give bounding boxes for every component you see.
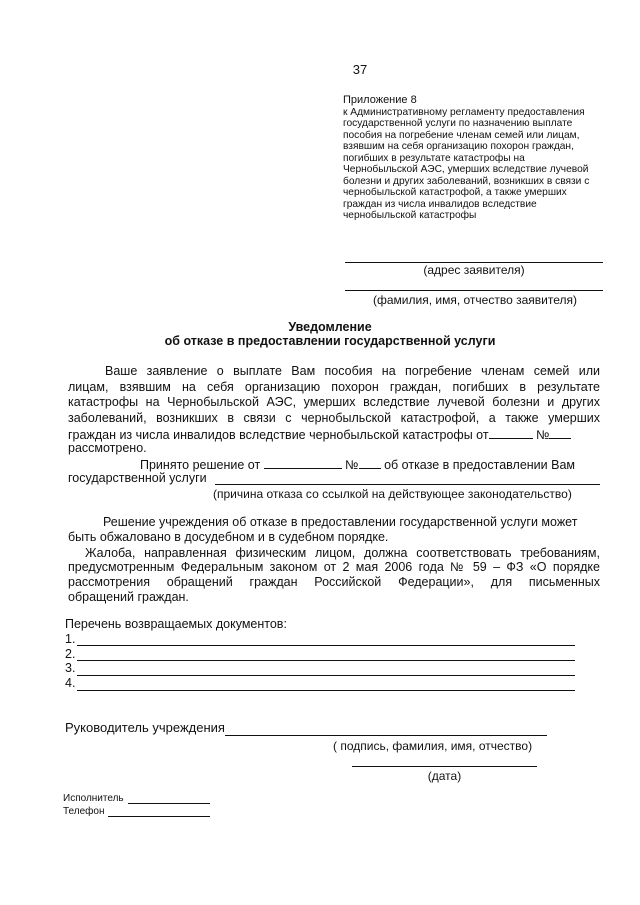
date-caption: (дата) xyxy=(427,769,462,783)
complaint-line: предусмотренным Федеральным законом от 2 мая 2006 года № 59 – ФЗ «О порядке xyxy=(68,560,600,574)
complaint-line: Жалоба, направленная физическим лицом, должна соответствовать требованиям, xyxy=(85,546,600,560)
returned-doc-item: 4. xyxy=(65,676,76,690)
returned-doc-item: 1. xyxy=(65,632,76,646)
appendix-line: чернобыльской катастрофой, а также умерших xyxy=(343,187,567,198)
returned-doc-item: 3. xyxy=(65,661,76,675)
complaint-line: рассмотрения обращений граждан Российской Федерации», для письменных xyxy=(68,575,600,589)
para1-line: катастрофы на Чернобыльской АЭС, умерших вследствие лучевой болезни и других xyxy=(68,395,600,409)
appendix-line: погибших в результате катастрофы на xyxy=(343,152,525,164)
heading-line1: Уведомление xyxy=(288,320,372,334)
appendix-line: болезни и других заболеваний, возникших в связи с xyxy=(343,175,590,187)
page-number: 37 xyxy=(352,62,368,77)
returned-doc-line[interactable] xyxy=(77,690,575,691)
decision-caption: (причина отказа со ссылкой на действующее законодательство) xyxy=(213,487,572,501)
executor-line[interactable] xyxy=(128,803,210,804)
decision-number-field[interactable] xyxy=(359,457,381,469)
name-caption: (фамилия, имя, отчество заявителя) xyxy=(373,293,577,307)
appendix-line: пособия на погребение членам семей или лицам, xyxy=(343,129,580,141)
appeal-line: Решение учреждения об отказе в предоставлении государственной услуги может xyxy=(103,515,578,529)
para1-line5-text: граждан из числа инвалидов вследствие чернобыльской катастрофы от xyxy=(68,428,489,442)
application-number-label: № xyxy=(536,428,550,442)
decision-reason-line[interactable] xyxy=(215,484,600,485)
returned-doc-item: 2. xyxy=(65,647,76,661)
appendix-line: к Административному регламенту предоставления xyxy=(343,106,585,118)
decision-prefix: Принято решение от xyxy=(140,458,261,472)
signature-line[interactable] xyxy=(225,735,547,736)
application-number-field[interactable] xyxy=(549,427,571,439)
decision-suffix: об отказе в предоставлении Вам xyxy=(384,458,576,472)
application-date-field[interactable] xyxy=(489,427,533,439)
signature-label: Руководитель учреждения xyxy=(65,720,225,735)
phone-label: Телефон xyxy=(63,806,105,817)
para1-line: лицам, взявшим на себя организацию похорон граждан, погибших в результате xyxy=(68,380,600,394)
phone-line[interactable] xyxy=(108,816,210,817)
date-line[interactable] xyxy=(352,766,537,767)
complaint-line: обращений граждан. xyxy=(68,590,189,604)
para1-line6: рассмотрено. xyxy=(68,441,147,455)
returned-docs-title: Перечень возвращаемых документов: xyxy=(65,617,287,631)
returned-doc-line[interactable] xyxy=(77,675,575,676)
executor-label: Исполнитель xyxy=(63,793,124,804)
appendix-block xyxy=(343,95,613,222)
decision-date-field[interactable] xyxy=(264,457,342,469)
para1-line: Ваше заявление о выплате Вам пособия на погребение членам семей или xyxy=(105,364,600,378)
address-caption: (адрес заявителя) xyxy=(423,263,525,277)
signature-caption: ( подпись, фамилия, имя, отчество) xyxy=(333,739,533,753)
returned-doc-line[interactable] xyxy=(77,645,575,646)
decision-line2: государственной услуги xyxy=(68,471,207,485)
heading-line2: об отказе в предоставлении государственной услуги xyxy=(164,334,496,348)
appendix-line: государственной услуги по назначению выплате xyxy=(343,118,573,129)
para1-line: заболеваний, возникших в связи с чернобыльской катастрофой, а также умерших xyxy=(68,411,600,425)
decision-number-label: № xyxy=(345,458,359,472)
name-line[interactable] xyxy=(345,290,603,291)
appeal-line: быть обжаловано в досудебном и в судебном порядке. xyxy=(68,530,389,544)
appendix-line: чернобыльской катастрофы xyxy=(343,210,477,221)
appendix-line: Чернобыльской АЭС, умерших вследствие лучевой xyxy=(343,164,589,175)
appendix-line: граждан из числа инвалидов вследствие xyxy=(343,198,537,210)
appendix-title: Приложение 8 xyxy=(343,94,417,106)
returned-doc-line[interactable] xyxy=(77,660,575,661)
appendix-line: взявшим на себя организацию похорон граждан, xyxy=(343,141,574,152)
